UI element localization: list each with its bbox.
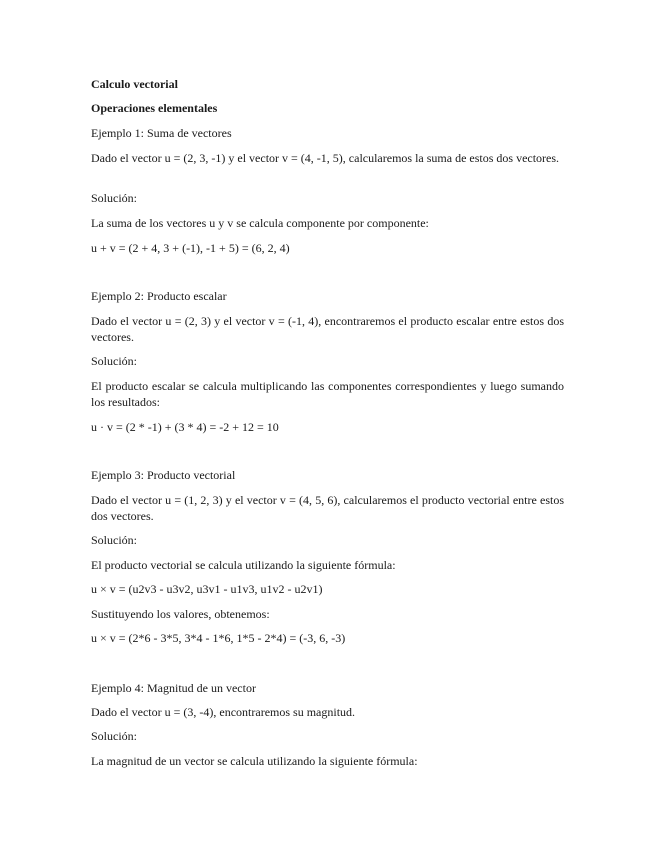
example-1-statement: Dado el vector u = (2, 3, -1) y el vector v = (4, -1, 5), calcularemos la suma de estos dos vectores. [91, 151, 560, 165]
example-4-explanation: La magnitud de un vector se calcula utilizando la siguiente fórmula: [91, 754, 418, 768]
example-2-heading: Ejemplo 2: Producto escalar [91, 289, 227, 303]
example-3-result: u × v = (2*6 - 3*5, 3*4 - 1*6, 1*5 - 2*4) = (-3, 6, -3) [91, 631, 346, 645]
example-2-formula: u · v = (2 * -1) + (3 * 4) = -2 + 12 = 10 [91, 420, 279, 434]
example-2-solution-label: Solución: [91, 354, 138, 368]
section-title: Operaciones elementales [91, 101, 218, 115]
example-1-solution-label: Solución: [91, 191, 138, 205]
example-4-heading: Ejemplo 4: Magnitud de un vector [91, 681, 256, 695]
example-2-explanation: El producto escalar se calcula multiplicando las componentes correspondientes y luego sumando los resultados: [91, 379, 564, 409]
example-1-heading: Ejemplo 1: Suma de vectores [91, 126, 232, 140]
example-3-substitution-label: Sustituyendo los valores, obtenemos: [91, 607, 270, 621]
example-3-statement: Dado el vector u = (1, 2, 3) y el vector v = (4, 5, 6), calcularemos el producto vectorial entre estos dos vectores. [91, 493, 564, 523]
example-3-explanation: El producto vectorial se calcula utilizando la siguiente fórmula: [91, 558, 396, 572]
example-3-heading: Ejemplo 3: Producto vectorial [91, 468, 236, 482]
example-2-statement: Dado el vector u = (2, 3) y el vector v = (-1, 4), encontraremos el producto escalar entre estos dos vectores. [91, 314, 564, 344]
example-4-statement: Dado el vector u = (3, -4), encontraremos su magnitud. [91, 705, 356, 719]
document-title: Calculo vectorial [91, 77, 178, 91]
example-4-solution-label: Solución: [91, 729, 138, 743]
example-1-explanation: La suma de los vectores u y v se calcula componente por componente: [91, 216, 429, 230]
example-3-formula: u × v = (u2v3 - u3v2, u3v1 - u1v3, u1v2 - u2v1) [91, 582, 323, 596]
example-1-formula: u + v = (2 + 4, 3 + (-1), -1 + 5) = (6, 2, 4) [91, 241, 290, 255]
example-3-solution-label: Solución: [91, 533, 138, 547]
